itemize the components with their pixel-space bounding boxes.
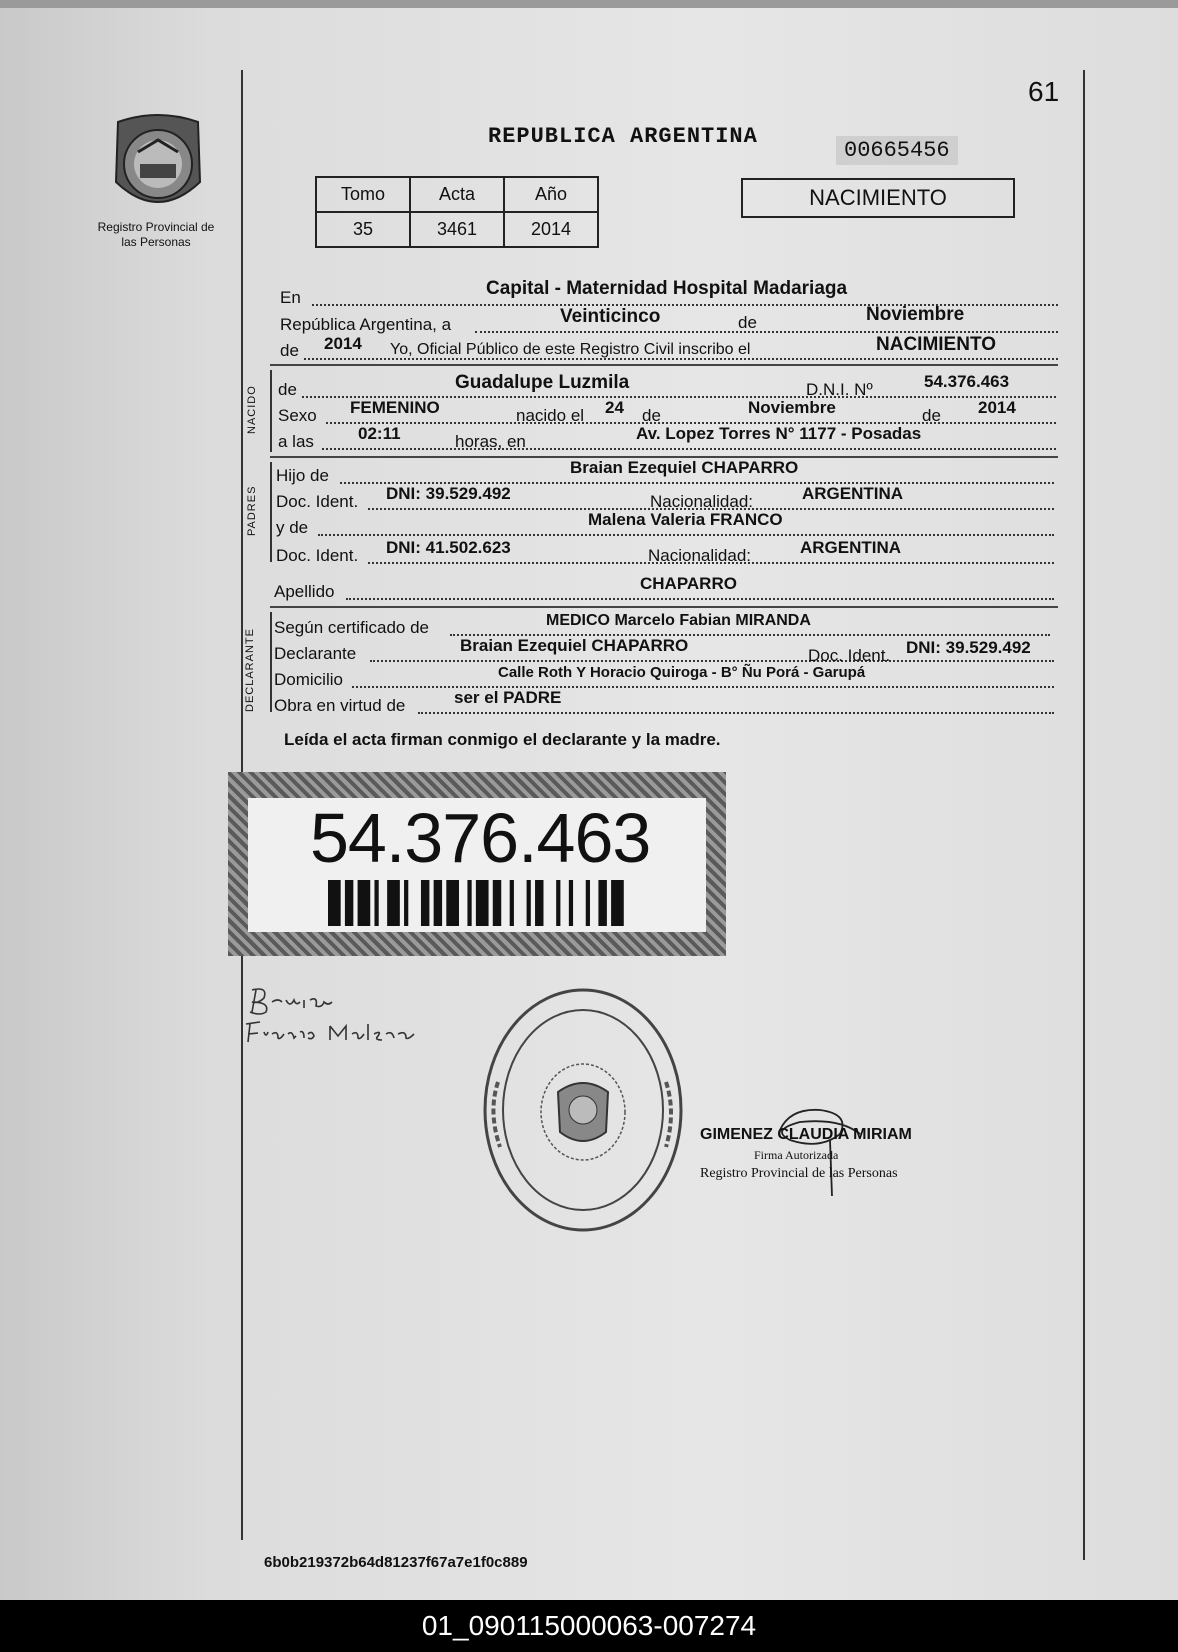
en-label: En — [280, 288, 301, 307]
barcode-bar — [434, 880, 442, 926]
barcode-bars — [328, 880, 628, 926]
section-bracket — [270, 462, 272, 562]
barcode-bar — [404, 880, 408, 926]
barcode-bar — [493, 880, 501, 926]
doc-ident-label: Doc. Ident. — [808, 646, 891, 665]
dotted-line — [370, 660, 1054, 662]
hijo-de-label: Hijo de — [276, 466, 329, 485]
official-stamp — [478, 982, 688, 1238]
file-id-footer: 01_090115000063-007274 — [0, 1600, 1178, 1652]
serial-number: 00665456 — [836, 136, 958, 165]
registration-day: Veinticinco — [560, 306, 661, 327]
declarant-address: Calle Roth Y Horacio Quiroga - B° Ñu Porá - Garupá — [498, 664, 866, 681]
doc-ident-label: Doc. Ident. — [276, 546, 359, 565]
barcode-bar — [328, 880, 341, 926]
table-value-acta: 3461 — [410, 212, 504, 247]
barcode-panel — [248, 798, 706, 932]
birth-month: Noviembre — [748, 398, 836, 417]
tomo-acta-anio-table — [315, 176, 599, 248]
section-bracket — [270, 612, 272, 712]
barcode-bar — [569, 880, 573, 926]
nacionalidad-label: Nacionalidad: — [648, 546, 752, 565]
table-header-tomo: Tomo — [316, 177, 410, 212]
dotted-line — [475, 331, 1058, 333]
table-value-anio: 2014 — [504, 212, 598, 247]
declarant-name: Braian Ezequiel CHAPARRO — [460, 636, 689, 655]
registration-place: Capital - Maternidad Hospital Madariaga — [486, 278, 848, 299]
dotted-line — [346, 598, 1054, 600]
de-label: de — [280, 341, 299, 360]
registration-year: 2014 — [324, 334, 362, 353]
registered-event: NACIMIENTO — [876, 334, 996, 355]
signatory-name: GIMENEZ CLAUDIA MIRIAM — [700, 1126, 912, 1143]
handwritten-signatures — [238, 978, 438, 1048]
mother-document: DNI: 41.502.623 — [386, 538, 511, 557]
barcode-bar — [446, 880, 459, 926]
barcode-bar — [387, 880, 400, 926]
de-label: de — [922, 406, 941, 425]
barcode-bar — [510, 880, 514, 926]
barcode-bar — [586, 880, 590, 926]
section-divider — [270, 606, 1058, 608]
mother-nationality: ARGENTINA — [800, 538, 902, 557]
signatory-title: Firma Autorizada — [754, 1148, 839, 1162]
apellido-label: Apellido — [274, 582, 335, 601]
country-title: REPUBLICA ARGENTINA — [488, 124, 758, 149]
dotted-line — [318, 534, 1054, 536]
closing-statement: Leída el acta firman conmigo el declarante y la madre. — [284, 730, 721, 749]
newborn-sex: FEMENINO — [350, 398, 440, 417]
declarant-document: DNI: 39.529.492 — [906, 638, 1031, 657]
barcode-label — [228, 772, 726, 956]
table-value-tomo: 35 — [316, 212, 410, 247]
barcode-bar — [598, 880, 606, 926]
barcode-bar — [358, 880, 371, 926]
republica-label: República Argentina, a — [280, 315, 452, 334]
registrar-statement: Yo, Oficial Público de este Registro Civil inscribo el — [390, 341, 751, 358]
signatory-office: Registro Provincial de las Personas — [700, 1166, 898, 1181]
barcode-number: 54.376.463 — [310, 799, 651, 877]
declarant-role: ser el PADRE — [454, 688, 562, 707]
newborn-dni: 54.376.463 — [924, 372, 1010, 391]
de-label: de — [738, 313, 757, 332]
nacido-el-label: nacido el — [516, 406, 585, 425]
document-hash: 6b0b219372b64d81237f67a7e1f0c889 — [264, 1554, 528, 1571]
nacido-section-label: NACIDO — [246, 385, 258, 434]
barcode-bar — [345, 880, 353, 926]
registration-month: Noviembre — [866, 304, 965, 325]
declarante-section-label: DECLARANTE — [244, 628, 256, 712]
father-document: DNI: 39.529.492 — [386, 484, 511, 503]
registry-caption: Registro Provincial de las Personas — [97, 220, 215, 249]
right-margin-line — [1083, 70, 1085, 1560]
de-label: de — [642, 406, 661, 425]
barcode-bar — [467, 880, 471, 926]
barcode-bar — [611, 880, 624, 926]
table-header-anio: Año — [504, 177, 598, 212]
padres-section-label: PADRES — [246, 485, 258, 536]
declarante-label: Declarante — [274, 644, 357, 663]
dotted-line — [322, 448, 1056, 450]
certificado-label: Según certificado de — [274, 618, 429, 637]
doc-ident-label: Doc. Ident. — [276, 492, 359, 511]
father-name: Braian Ezequiel CHAPARRO — [570, 458, 799, 477]
page-number: 61 — [1028, 76, 1060, 107]
barcode-bar — [374, 880, 378, 926]
section-bracket — [270, 370, 272, 452]
certificate-issuer: MEDICO Marcelo Fabian MIRANDA — [546, 612, 811, 629]
nacionalidad-label: Nacionalidad: — [650, 492, 754, 511]
birth-day: 24 — [605, 398, 624, 417]
birth-year: 2014 — [978, 398, 1016, 417]
surname: CHAPARRO — [640, 574, 737, 593]
section-divider — [270, 364, 1058, 366]
de-label: de — [278, 380, 297, 399]
y-de-label: y de — [276, 518, 309, 537]
dni-label: D.N.I. Nº — [806, 380, 873, 399]
domicilio-label: Domicilio — [274, 670, 343, 689]
barcode-bar — [556, 880, 560, 926]
horas-label: horas, en — [455, 432, 526, 451]
birth-place: Av. Lopez Torres N° 1177 - Posadas — [636, 424, 922, 443]
newborn-name: Guadalupe Luzmila — [455, 372, 630, 393]
record-type-box: NACIMIENTO — [741, 178, 1015, 218]
barcode-bar — [476, 880, 489, 926]
barcode-bar — [535, 880, 543, 926]
dotted-line — [418, 712, 1054, 714]
barcode-bar — [421, 880, 429, 926]
province-seal-logo — [108, 112, 208, 216]
page-edge — [0, 0, 1178, 8]
father-nationality: ARGENTINA — [802, 484, 904, 503]
alas-label: a las — [278, 432, 314, 451]
birth-time: 02:11 — [358, 424, 401, 443]
mother-name: Malena Valeria FRANCO — [588, 510, 783, 529]
obra-label: Obra en virtud de — [274, 696, 406, 715]
table-header-acta: Acta — [410, 177, 504, 212]
barcode-bar — [527, 880, 531, 926]
sexo-label: Sexo — [278, 406, 317, 425]
